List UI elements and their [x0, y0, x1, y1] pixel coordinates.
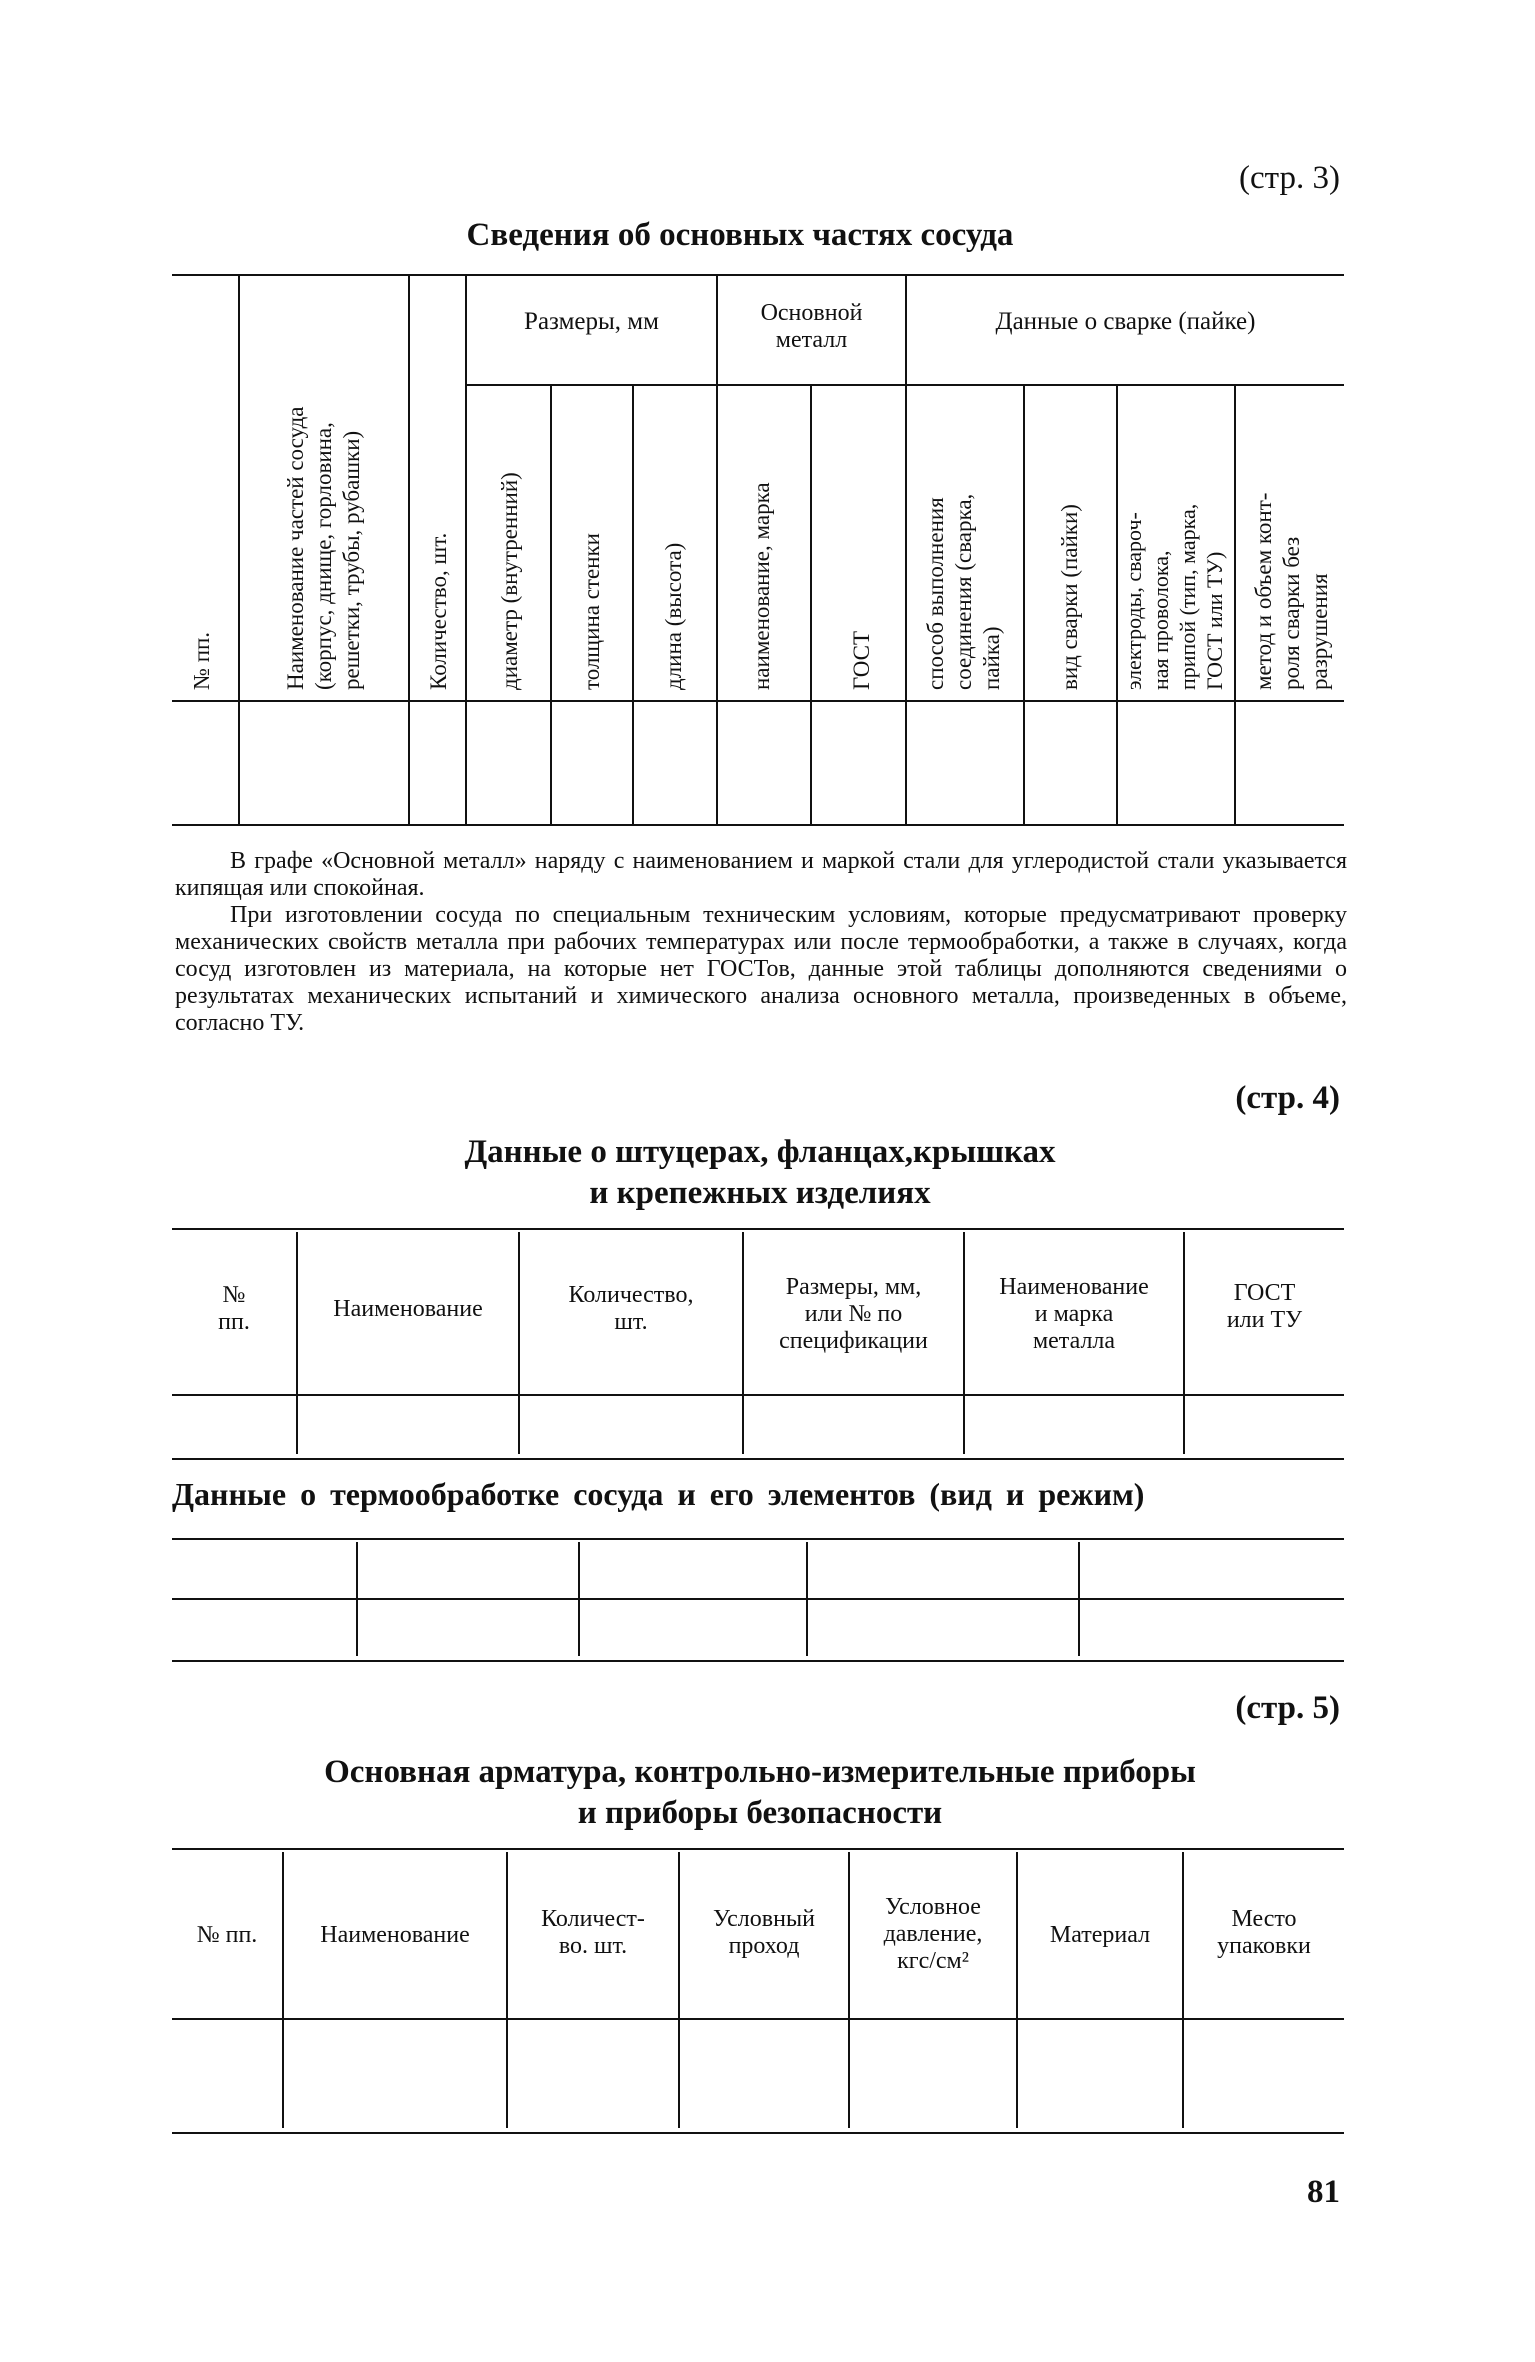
header-armature-name: Наименование [320, 1922, 470, 1948]
parts-notes [175, 848, 1347, 1037]
header-col-quantity: Количество, шт. [426, 532, 451, 690]
header-col-part-name: Наименование частей сосуда (корпус, днище, горловина, решетки, трубы, рубашки) [283, 406, 364, 690]
header-armature-place: Место упаковки [1217, 1906, 1311, 1959]
header-col-electrodes: электроды, свароч- ная проволока, припой (тип, марка, ГОСТ или ТУ) [1121, 503, 1227, 690]
header-fitting-gost: ГОСТ или ТУ [1226, 1280, 1303, 1333]
note-base-metal: В графе «Основной металл» наряду с наименованием и маркой стали для углеродистой стали указывается кипящая или спокойная. [175, 848, 1347, 901]
header-welding-data: Данные о сварке (пайке) [995, 308, 1256, 335]
header-col-gost: ГОСТ [849, 630, 874, 690]
header-col-length: длина (высота) [661, 542, 686, 690]
page-label-4: (стр. 4) [1235, 1080, 1340, 1116]
header-col-joint-method: способ выполнения соединения (сварка, пайка) [923, 493, 1004, 690]
header-fitting-sizes: Размеры, мм, или № по спецификации [779, 1274, 928, 1354]
section-title-parts: Сведения об основных частях сосуда [466, 217, 1014, 253]
header-fitting-material: Наименование и марка металла [999, 1274, 1149, 1354]
header-armature-pressure: Условное давление, кгс/см² [883, 1894, 983, 1974]
header-col-control: метод и объем конт- роля сварки без разрушения [1251, 492, 1332, 690]
header-armature-number: № пп. [196, 1922, 258, 1948]
section-title-heat-treatment: Данные о термообработке сосуда и его элементов (вид и режим) [172, 1476, 1145, 1512]
page-label-5: (стр. 5) [1235, 1690, 1340, 1726]
header-col-welding-type: вид сварки (пайки) [1057, 504, 1082, 690]
header-armature-quantity: Количест- во. шт. [541, 1906, 645, 1959]
header-col-thickness: толщина стенки [579, 533, 604, 690]
section-title-fittings: Данные о штуцерах, фланцах,крышках и крепежных изделиях [464, 1134, 1056, 1212]
section-title-armature: Основная арматура, контрольно-измерительные приборы и приборы безопасности [324, 1754, 1196, 1832]
note-special-conditions: При изготовлении сосуда по специальным техническим условиям, которые предусматривают проверку механических свойств металла при рабочих температурах или после термообработки, а также в случаях, когда сосуд изготовлен из материала, на которые нет ГОСТов, данные этой таблицы дополняются сведениями о результатах механических испытаний и химического анализа основного металла, произведенных в объеме, согласно ТУ. [175, 902, 1347, 1036]
page-label-3: (стр. 3) [1239, 160, 1340, 196]
header-fitting-name: Наименование [333, 1296, 483, 1322]
header-sizes: Размеры, мм [524, 308, 659, 335]
header-col-metal-name: наименование, марка [749, 482, 774, 690]
page-number: 81 [1307, 2174, 1340, 2210]
header-col-number: № пп. [189, 631, 214, 690]
header-fitting-number: № пп. [218, 1282, 250, 1335]
header-armature-passage: Условный проход [713, 1906, 815, 1959]
header-base-metal: Основной металл [760, 300, 863, 353]
header-col-diameter: диаметр (внутренний) [497, 472, 522, 690]
header-fitting-quantity: Количество, шт. [568, 1282, 694, 1335]
header-armature-material: Материал [1049, 1922, 1151, 1948]
